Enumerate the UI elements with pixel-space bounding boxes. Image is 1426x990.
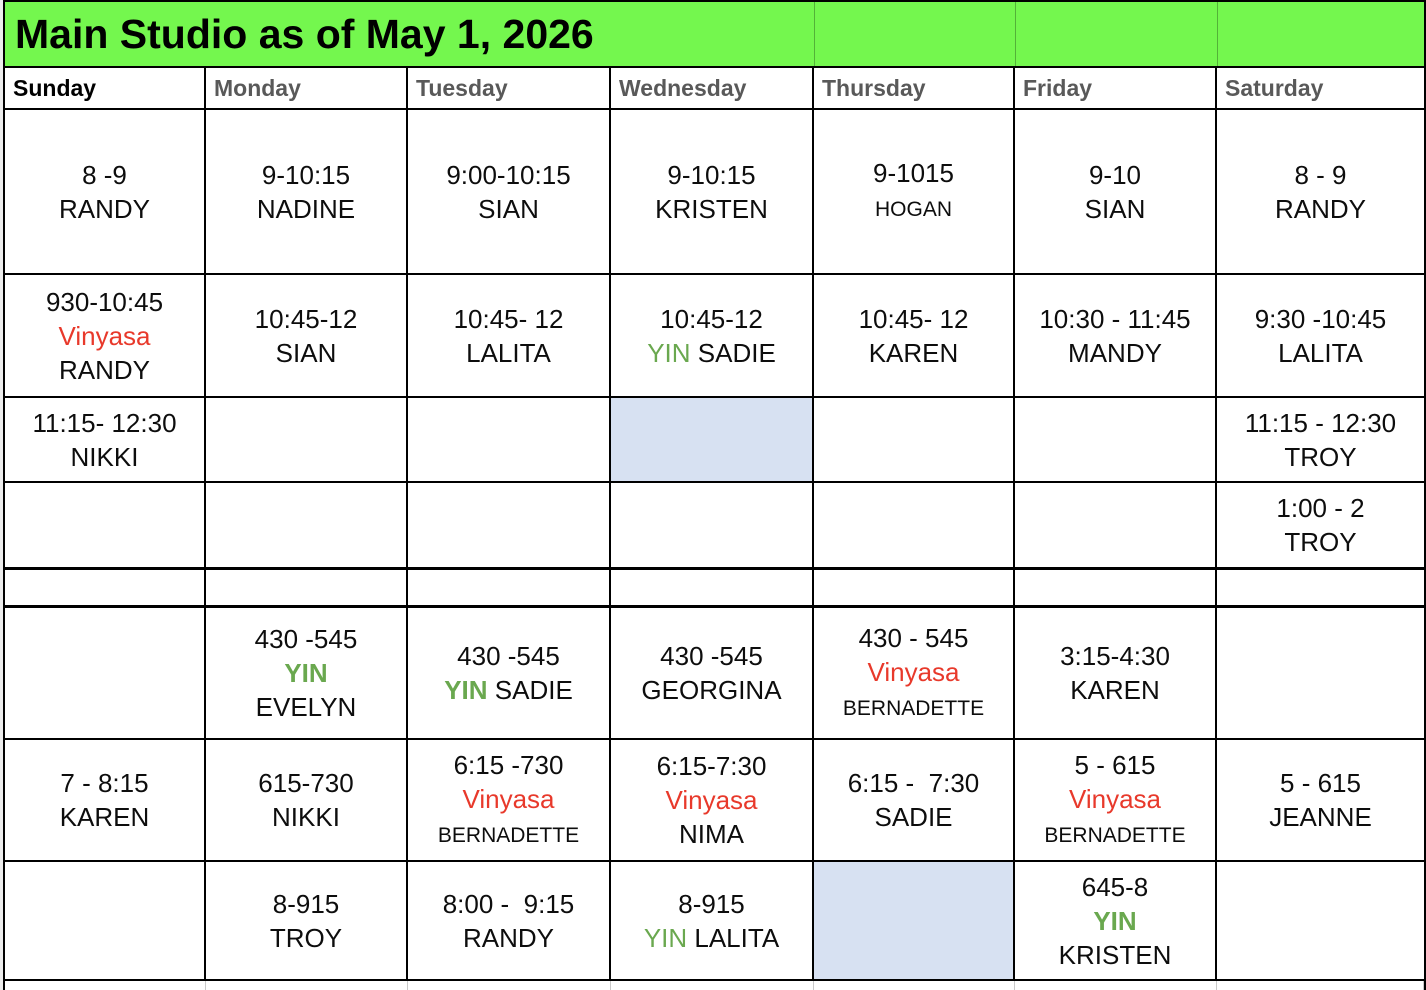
cell-text: 9-10 (1088, 159, 1142, 190)
day-header-row (5, 68, 1424, 110)
cell-text: BERNADETTE (437, 823, 580, 847)
cell-line (843, 689, 984, 726)
cell-text: 1:00 - 2 (1276, 493, 1365, 523)
cell-sunday-r4[interactable] (5, 483, 206, 570)
cell-line (679, 817, 744, 851)
cell-line (59, 353, 150, 387)
cell-monday-r9[interactable] (206, 981, 408, 990)
schedule-row (5, 862, 1424, 981)
cell-text: SADIE (690, 337, 776, 368)
cell-line (257, 192, 355, 226)
cell-wednesday-r8[interactable] (611, 862, 814, 981)
cell-tuesday-r7[interactable] (408, 740, 611, 862)
cell-saturday-r4[interactable] (1217, 483, 1424, 570)
cell-line (258, 766, 353, 800)
cell-line (255, 622, 358, 656)
cell-line (454, 302, 564, 336)
schedule-row (5, 398, 1424, 483)
cell-thursday-r9[interactable] (814, 981, 1015, 990)
cell-text: GEORGINA (641, 675, 782, 705)
cell-text: JEANNE (1269, 802, 1372, 832)
cell-line (869, 336, 959, 370)
cell-text: 6:15 - 7:30 (847, 768, 980, 798)
cell-saturday-r9[interactable] (1217, 981, 1424, 990)
cell-text: 11:15 - 12:30 (1244, 407, 1397, 438)
cell-thursday-r6[interactable] (814, 608, 1015, 740)
day-header-thursday[interactable] (814, 68, 1015, 110)
cell-line (1284, 440, 1356, 474)
cell-line (655, 192, 768, 226)
cell-text: 6:15 -730 (453, 749, 564, 780)
cell-text: EVELYN (255, 692, 357, 722)
cell-line (1280, 766, 1361, 800)
vinyasa-label: Vinyasa (462, 783, 555, 814)
cell-text: 10:30 - 11:45 (1039, 303, 1191, 334)
schedule-row (5, 608, 1424, 740)
cell-text: 8-915 (678, 888, 745, 919)
cell-text: 930-10:45 (45, 286, 164, 317)
cell-line (462, 782, 554, 816)
cell-saturday-r2[interactable] (1217, 275, 1424, 398)
cell-friday-r6[interactable] (1015, 608, 1217, 740)
cell-text: 430 -545 (254, 624, 358, 654)
cell-line (660, 639, 763, 673)
cell-tuesday-r2[interactable] (408, 275, 611, 398)
cell-sunday-r2[interactable] (5, 275, 206, 398)
cell-text: 9:30 -10:45 (1254, 303, 1387, 334)
cell-monday-r5[interactable] (206, 570, 408, 608)
cell-text: 11:15- 12:30 (32, 407, 177, 438)
cell-line (71, 440, 139, 474)
cell-saturday-r1[interactable] (1217, 110, 1424, 275)
title-row (5, 0, 1424, 68)
cell-text: 3:15-4:30 (1060, 641, 1170, 671)
cell-sunday-r6[interactable] (5, 608, 206, 740)
cell-line (463, 921, 554, 955)
cell-text: KAREN (868, 337, 959, 368)
cell-text: RANDY (58, 354, 150, 385)
cell-text: 6:15-7:30 (656, 751, 767, 781)
cell-line (1294, 158, 1346, 192)
cell-saturday-r3[interactable] (1217, 398, 1424, 483)
cell-monday-r1[interactable] (206, 110, 408, 275)
cell-line (1059, 938, 1172, 972)
cell-line (1075, 748, 1156, 782)
cell-line (874, 800, 952, 834)
cell-text: TROY (1284, 527, 1357, 557)
cell-saturday-r5[interactable] (1217, 570, 1424, 608)
cell-wednesday-r2[interactable] (611, 275, 814, 398)
cell-line (256, 690, 357, 724)
cell-line (466, 336, 551, 370)
cell-line (873, 156, 954, 190)
day-header-label: Saturday (1225, 74, 1324, 101)
cell-thursday-r8[interactable] (814, 862, 1015, 981)
schedule-grid (5, 110, 1424, 990)
cell-tuesday-r5[interactable] (408, 570, 611, 608)
cell-tuesday-r9[interactable] (408, 981, 611, 990)
cell-sunday-r8[interactable] (5, 862, 206, 981)
cell-text: NIKKI (272, 802, 340, 832)
cell-friday-r7[interactable] (1015, 740, 1217, 862)
cell-text: 5 - 615 (1074, 749, 1156, 780)
cell-wednesday-r4[interactable] (611, 483, 814, 570)
cell-text: KRISTEN (1058, 939, 1172, 970)
cell-wednesday-r1[interactable] (611, 110, 814, 275)
cell-friday-r1[interactable] (1015, 110, 1217, 275)
cell-line (1039, 302, 1190, 336)
cell-line (859, 621, 969, 655)
cell-line (1070, 673, 1160, 707)
cell-line (867, 655, 959, 689)
cell-line (1068, 336, 1162, 370)
cell-text: KAREN (59, 802, 150, 832)
cell-text: 615-730 (258, 768, 354, 798)
cell-text: TROY (269, 922, 343, 953)
cell-line (1278, 336, 1363, 370)
cell-wednesday-r9[interactable] (611, 981, 814, 990)
cell-line (284, 656, 327, 690)
cell-line (262, 158, 350, 192)
cell-text: 7 - 8:15 (60, 768, 149, 798)
cell-text: LALITA (1278, 337, 1363, 368)
cell-sunday-r5[interactable] (5, 570, 206, 608)
cell-wednesday-r7[interactable] (611, 740, 814, 862)
cell-text: RANDY (462, 922, 554, 953)
cell-thursday-r2[interactable] (814, 275, 1015, 398)
cell-text: LALITA (466, 337, 551, 368)
cell-line (647, 336, 776, 370)
cell-monday-r4[interactable] (206, 483, 408, 570)
cell-line (1284, 525, 1356, 559)
cell-line (1275, 192, 1366, 226)
day-header-label: Monday (214, 74, 301, 101)
title-cell-friday[interactable] (1015, 2, 1217, 66)
title-cell-thursday[interactable] (814, 2, 1015, 66)
cell-line (1276, 491, 1364, 525)
cell-saturday-r8[interactable] (1217, 862, 1424, 981)
cell-text: 8:00 - 9:15 (442, 888, 575, 919)
title-cell-saturday[interactable] (1217, 2, 1424, 66)
cell-tuesday-r3[interactable] (408, 398, 611, 483)
cell-thursday-r5[interactable] (814, 570, 1015, 608)
cell-text: TROY (1284, 441, 1357, 472)
cell-text: 430 - 545 (858, 622, 969, 653)
cell-wednesday-r6[interactable] (611, 608, 814, 740)
cell-text: BERNADETTE (1044, 823, 1186, 847)
cell-line (32, 406, 176, 440)
cell-text: 430 -545 (457, 641, 560, 671)
cell-text: NADINE (256, 193, 356, 224)
cell-text: HOGAN (874, 198, 952, 221)
cell-monday-r2[interactable] (206, 275, 408, 398)
cell-tuesday-r6[interactable] (408, 608, 611, 740)
cell-line (272, 800, 340, 834)
cell-text: 10:45- 12 (858, 303, 969, 334)
cell-line (678, 887, 745, 921)
day-header-label: Thursday (822, 74, 926, 101)
day-header-monday[interactable] (206, 68, 408, 110)
cell-monday-r6[interactable] (206, 608, 408, 740)
cell-line (1255, 302, 1387, 336)
cell-line (438, 816, 579, 853)
page-title: Main Studio as of May 1, 2026 (15, 10, 594, 57)
cell-line (443, 887, 575, 921)
cell-text: NIKKI (70, 441, 139, 472)
cell-text: 9-1015 (873, 158, 954, 188)
cell-line (1044, 816, 1185, 853)
cell-line (444, 673, 573, 707)
schedule-sheet (3, 0, 1426, 990)
cell-line (46, 285, 163, 319)
cell-tuesday-r8[interactable] (408, 862, 611, 981)
cell-line (641, 673, 781, 707)
day-header-label: Wednesday (619, 74, 747, 101)
cell-text: 9-10:15 (261, 159, 351, 190)
cell-text: 5 - 615 (1280, 768, 1361, 798)
cell-line (1085, 192, 1146, 226)
cell-tuesday-r4[interactable] (408, 483, 611, 570)
cell-text: LALITA (687, 922, 780, 953)
cell-text: SIAN (275, 337, 337, 368)
cell-friday-r8[interactable] (1015, 862, 1217, 981)
cell-friday-r4[interactable] (1015, 483, 1217, 570)
cell-text: 8-915 (272, 888, 340, 919)
schedule-row (5, 483, 1424, 570)
cell-line (255, 302, 358, 336)
cell-line (848, 766, 980, 800)
title-cell[interactable] (5, 2, 814, 66)
vinyasa-label: Vinyasa (867, 656, 960, 687)
vinyasa-label: Vinyasa (58, 320, 151, 351)
cell-line (58, 319, 150, 353)
cell-sunday-r7[interactable] (5, 740, 206, 862)
cell-sunday-r9[interactable] (5, 981, 206, 990)
cell-sunday-r1[interactable] (5, 110, 206, 275)
cell-line (270, 921, 342, 955)
day-header-label: Friday (1023, 74, 1093, 101)
cell-line (859, 302, 969, 336)
cell-monday-r7[interactable] (206, 740, 408, 862)
schedule-row (5, 740, 1424, 862)
yin-label: YIN (643, 922, 688, 953)
cell-text: MANDY (1068, 337, 1162, 368)
cell-line (1060, 639, 1170, 673)
cell-sunday-r3[interactable] (5, 398, 206, 483)
cell-text: 645-8 (1081, 871, 1149, 902)
cell-friday-r5[interactable] (1015, 570, 1217, 608)
cell-thursday-r3[interactable] (814, 398, 1015, 483)
cell-thursday-r1[interactable] (814, 110, 1015, 275)
cell-line (1245, 406, 1396, 440)
day-header-sunday[interactable] (5, 68, 206, 110)
cell-text: SIAN (478, 193, 539, 224)
cell-monday-r8[interactable] (206, 862, 408, 981)
schedule-row (5, 275, 1424, 398)
cell-saturday-r7[interactable] (1217, 740, 1424, 862)
yin-label: YIN (647, 337, 691, 368)
cell-text: 430 -545 (660, 641, 763, 671)
cell-line (660, 302, 763, 336)
cell-line (82, 158, 127, 192)
cell-text: NIMA (679, 819, 744, 849)
cell-text: SIAN (1084, 193, 1146, 224)
cell-friday-r9[interactable] (1015, 981, 1217, 990)
cell-text: 9:00-10:15 (446, 159, 571, 190)
cell-text: RANDY (58, 193, 150, 224)
day-header-tuesday[interactable] (408, 68, 611, 110)
cell-text: 8 - 9 (1294, 159, 1347, 190)
day-header-wednesday[interactable] (611, 68, 814, 110)
cell-text: SADIE (874, 802, 953, 832)
cell-line (665, 783, 757, 817)
cell-text: 9-10:15 (667, 159, 756, 190)
cell-text: 10:45-12 (660, 303, 763, 334)
cell-wednesday-r5[interactable] (611, 570, 814, 608)
day-header-label: Sunday (13, 74, 97, 101)
vinyasa-label: Vinyasa (1068, 783, 1162, 814)
day-header-label: Tuesday (416, 74, 508, 101)
cell-line (273, 887, 340, 921)
cell-line (875, 190, 952, 227)
cell-friday-r2[interactable] (1015, 275, 1217, 398)
cell-monday-r3[interactable] (206, 398, 408, 483)
cell-wednesday-r3[interactable] (611, 398, 814, 483)
cell-line (667, 158, 755, 192)
cell-text: 10:45-12 (254, 303, 358, 334)
cell-text: BERNADETTE (842, 696, 985, 720)
cell-tuesday-r1[interactable] (408, 110, 611, 275)
cell-line (1069, 782, 1161, 816)
day-header-saturday[interactable] (1217, 68, 1424, 110)
cell-line (454, 748, 564, 782)
cell-line (657, 749, 767, 783)
vinyasa-label: Vinyasa (665, 785, 758, 815)
schedule-row (5, 570, 1424, 608)
cell-line (644, 921, 779, 955)
cell-line (60, 800, 150, 834)
cell-line (457, 639, 560, 673)
cell-text: KAREN (1070, 675, 1160, 705)
cell-saturday-r6[interactable] (1217, 608, 1424, 740)
cell-thursday-r7[interactable] (814, 740, 1015, 862)
cell-thursday-r4[interactable] (814, 483, 1015, 570)
cell-friday-r3[interactable] (1015, 398, 1217, 483)
cell-text: SADIE (487, 675, 573, 705)
cell-line (1269, 800, 1372, 834)
cell-line (446, 158, 570, 192)
cell-line (276, 336, 337, 370)
yin-label: YIN (284, 658, 328, 688)
schedule-row (5, 981, 1424, 990)
cell-line (59, 192, 150, 226)
yin-label: YIN (1093, 905, 1137, 936)
yin-label: YIN (444, 675, 488, 705)
day-header-friday[interactable] (1015, 68, 1217, 110)
cell-text: KRISTEN (655, 193, 768, 224)
cell-line (1082, 870, 1149, 904)
cell-text: 8 -9 (82, 159, 127, 190)
cell-line (60, 766, 148, 800)
cell-line (478, 192, 539, 226)
cell-line (1093, 904, 1136, 938)
schedule-row (5, 110, 1424, 275)
cell-text: RANDY (1274, 193, 1366, 224)
cell-text: 10:45- 12 (453, 303, 564, 334)
cell-line (1089, 158, 1141, 192)
